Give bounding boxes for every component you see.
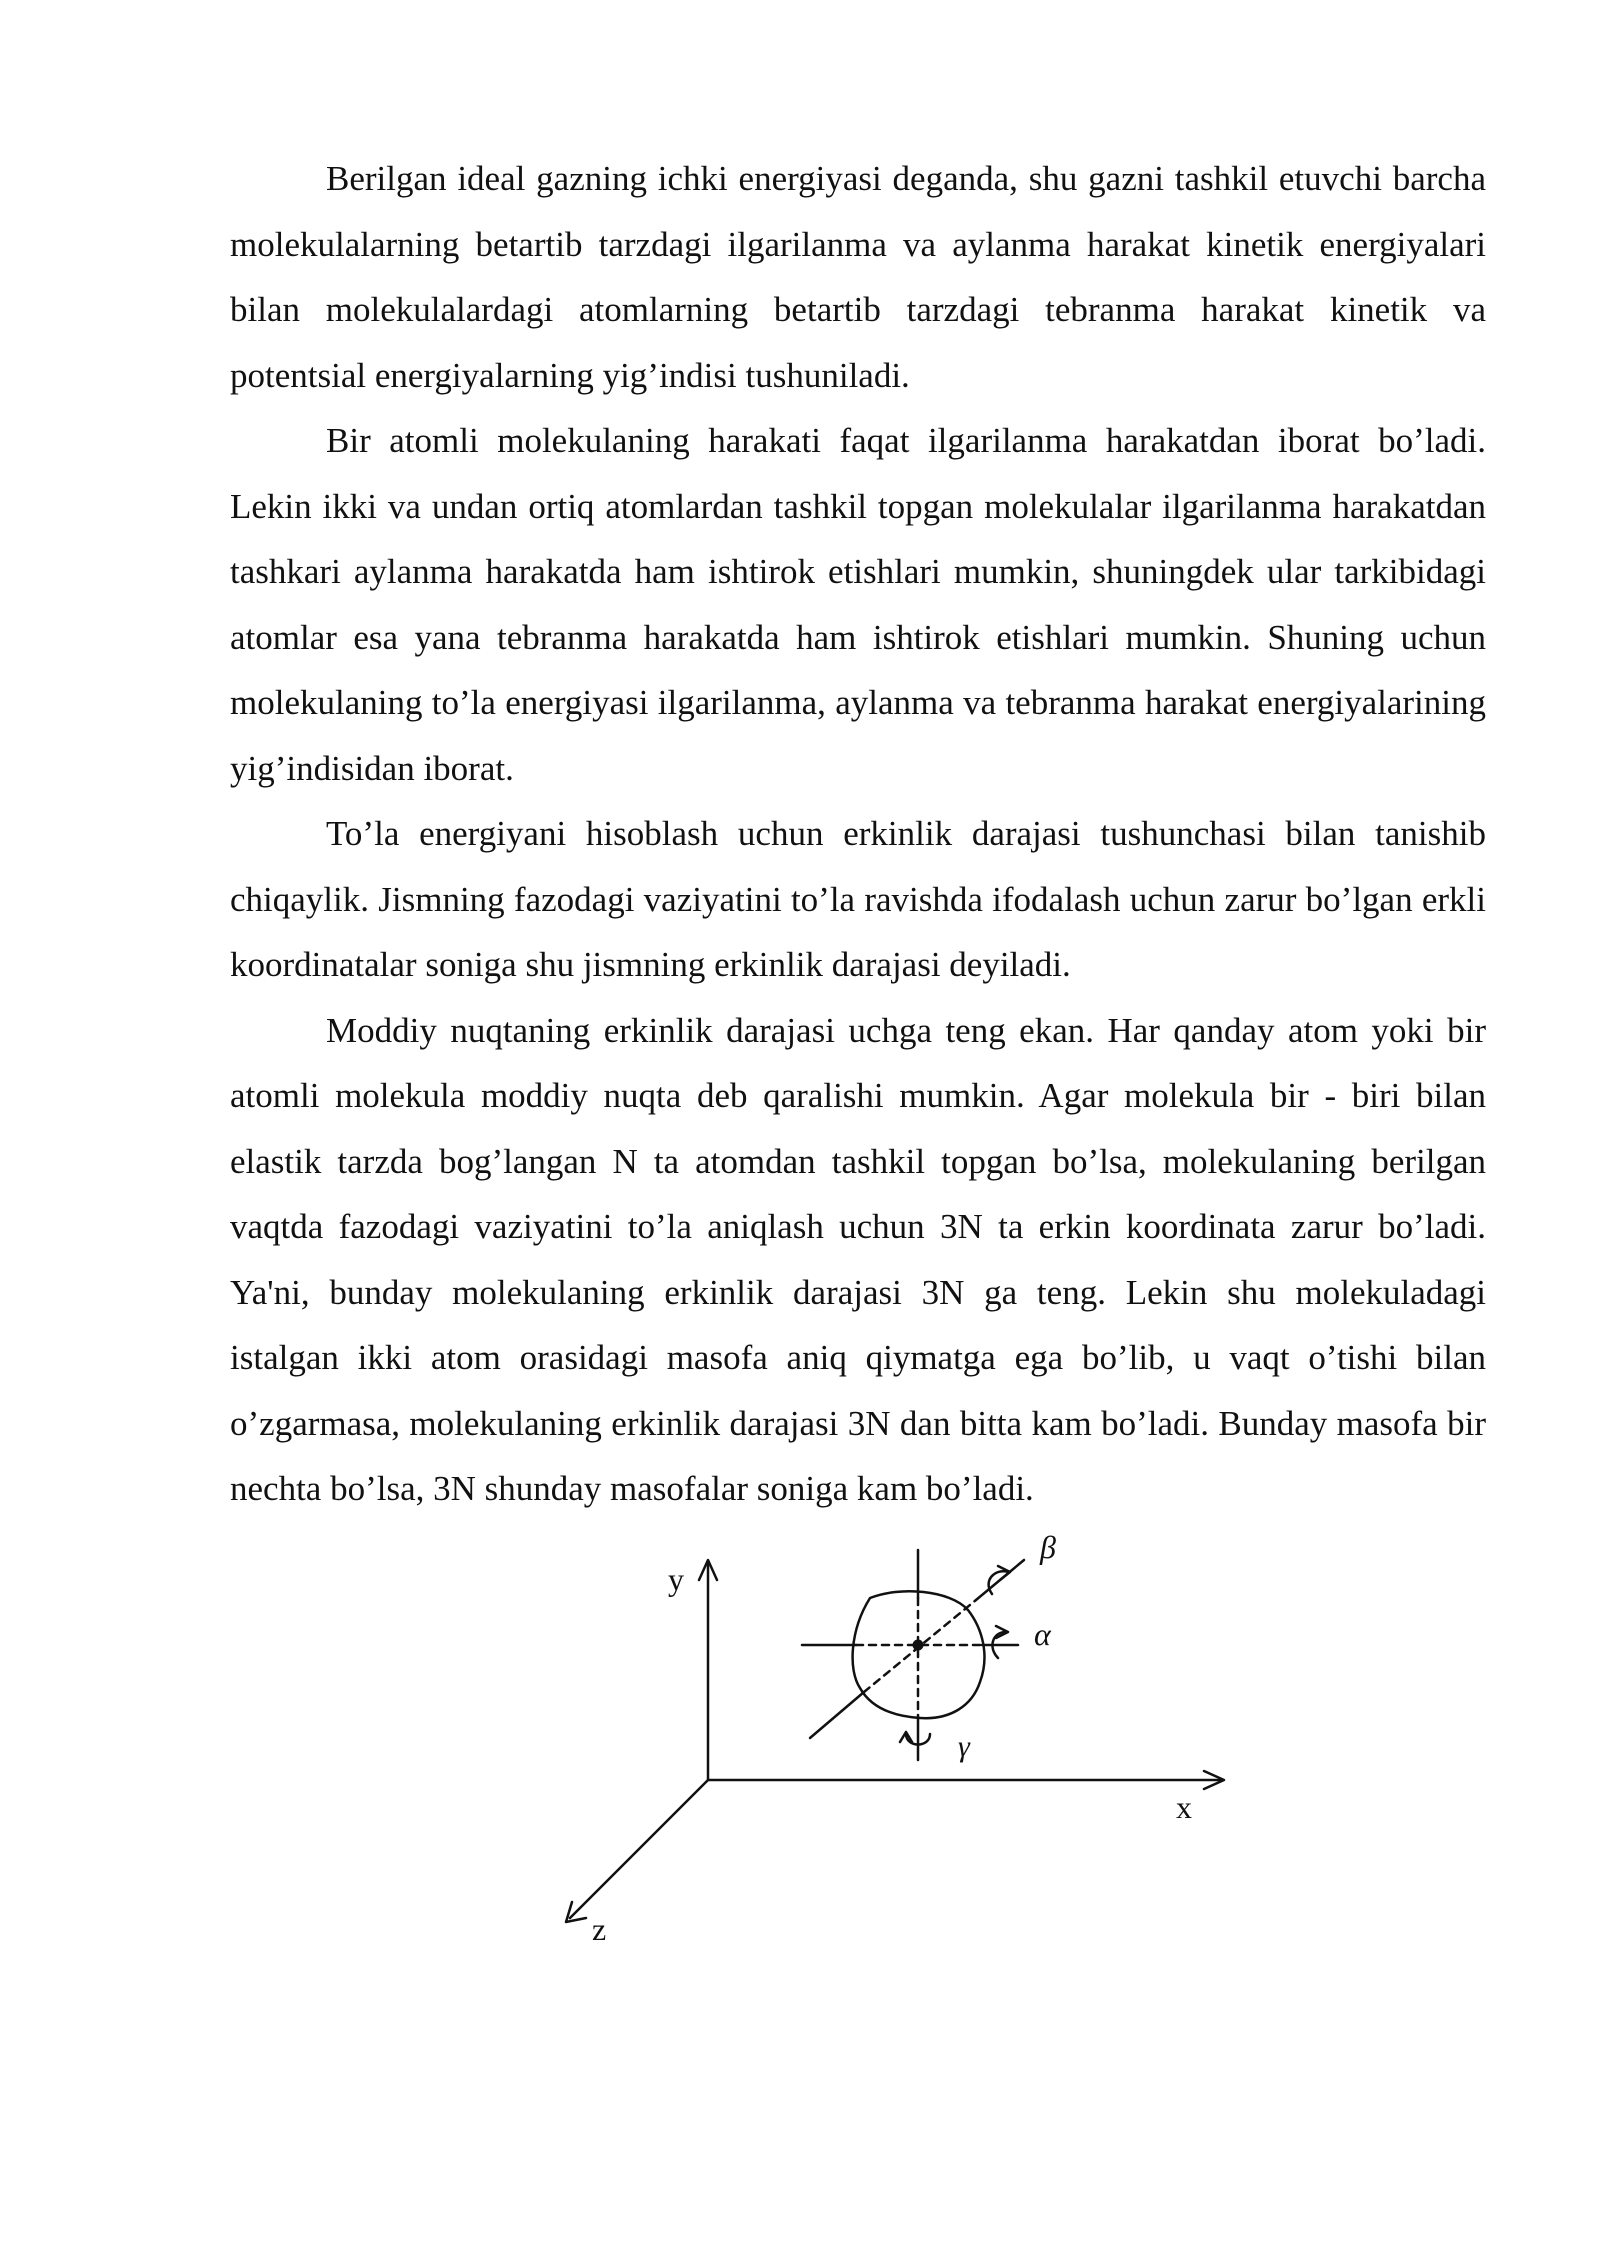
beta-label: β (1040, 1529, 1056, 1565)
paragraph-4: Moddiy nuqtaning erkinlik darajasi uchga teng ekan. Har qanday atom yoki bir atomli molekula moddiy nuqta deb qaralishi mumkin. Agar molekula bir - biri bilan elastik tarzda bog’langan N ta atomdan tashkil topgan bo’lsa, molekulaning berilgan vaqtda fazodagi vaziyatini to’la aniqlash uchun 3N ta erkin koordinata zarur bo’ladi. Ya'ni, bunday molekulaning erkinlik darajasi 3N ga teng. Lekin shu molekuladagi istalgan ikki atom orasidagi masofa aniq qiymatga ega bo’lib, u vaqt o’tishi bilan o’zgarmasa, molekulaning erkinlik darajasi 3N dan bitta kam bo’ladi. Bunday masofa bir nechta bo’lsa, 3N shunday masofalar soniga kam bo’ladi. (230, 1010, 1486, 1508)
center-point (913, 1640, 924, 1651)
paragraph-2: Bir atomli molekulaning harakati faqat ilgarilanma harakatdan iborat bo’ladi. Lekin ikki va undan ortiq atomlardan tashkil topgan molekulalar ilgarilanma harakatdan tashkari aylanma harakatda ham ishtirok etishlari mumkin, shuningdek ular tarkibidagi atomlar esa yana tebranma harakatda ham ishtirok etishlari mumkin. Shuning uchun molekulaning to’la energiyasi ilgarilanma, aylanma va tebranma harakat energiyalarining yig’indisidan iborat. (230, 421, 1486, 788)
z-axis-line (570, 1780, 708, 1918)
coordinate-diagram (520, 1520, 1240, 1960)
beta-rotation-arrowhead (998, 1566, 1010, 1580)
gamma-label: γ (958, 1730, 970, 1763)
beta-axis-solid-lower (810, 1692, 864, 1738)
degrees-of-freedom-figure (520, 1520, 1240, 1960)
y-axis-label: y (668, 1561, 684, 1597)
x-axis-label: x (1176, 1789, 1192, 1825)
body-text (230, 146, 1486, 1522)
paragraph-1: Berilgan ideal gazning ichki energiyasi deganda, shu gazni tashkil etuvchi barcha molekulalarning betartib tarzdagi ilgarilanma va aylanma harakat kinetik energiyalari bilan molekulalardagi atomlarning betartib tarzdagi tebranma harakat kinetik va potentsial energiyalarning yig’indisi tushuniladi. (230, 159, 1486, 395)
alpha-label: α (1034, 1616, 1051, 1652)
paragraph-3: To’la energiyani hisoblash uchun erkinlik darajasi tushunchasi bilan tanishib chiqaylik. Jismning fazodagi vaziyatini to’la ravishda ifodalash uchun zarur bo’lgan erkli koordinatalar soniga shu jismning erkinlik darajasi deyiladi. (230, 814, 1486, 984)
z-axis-label: z (592, 1911, 607, 1947)
